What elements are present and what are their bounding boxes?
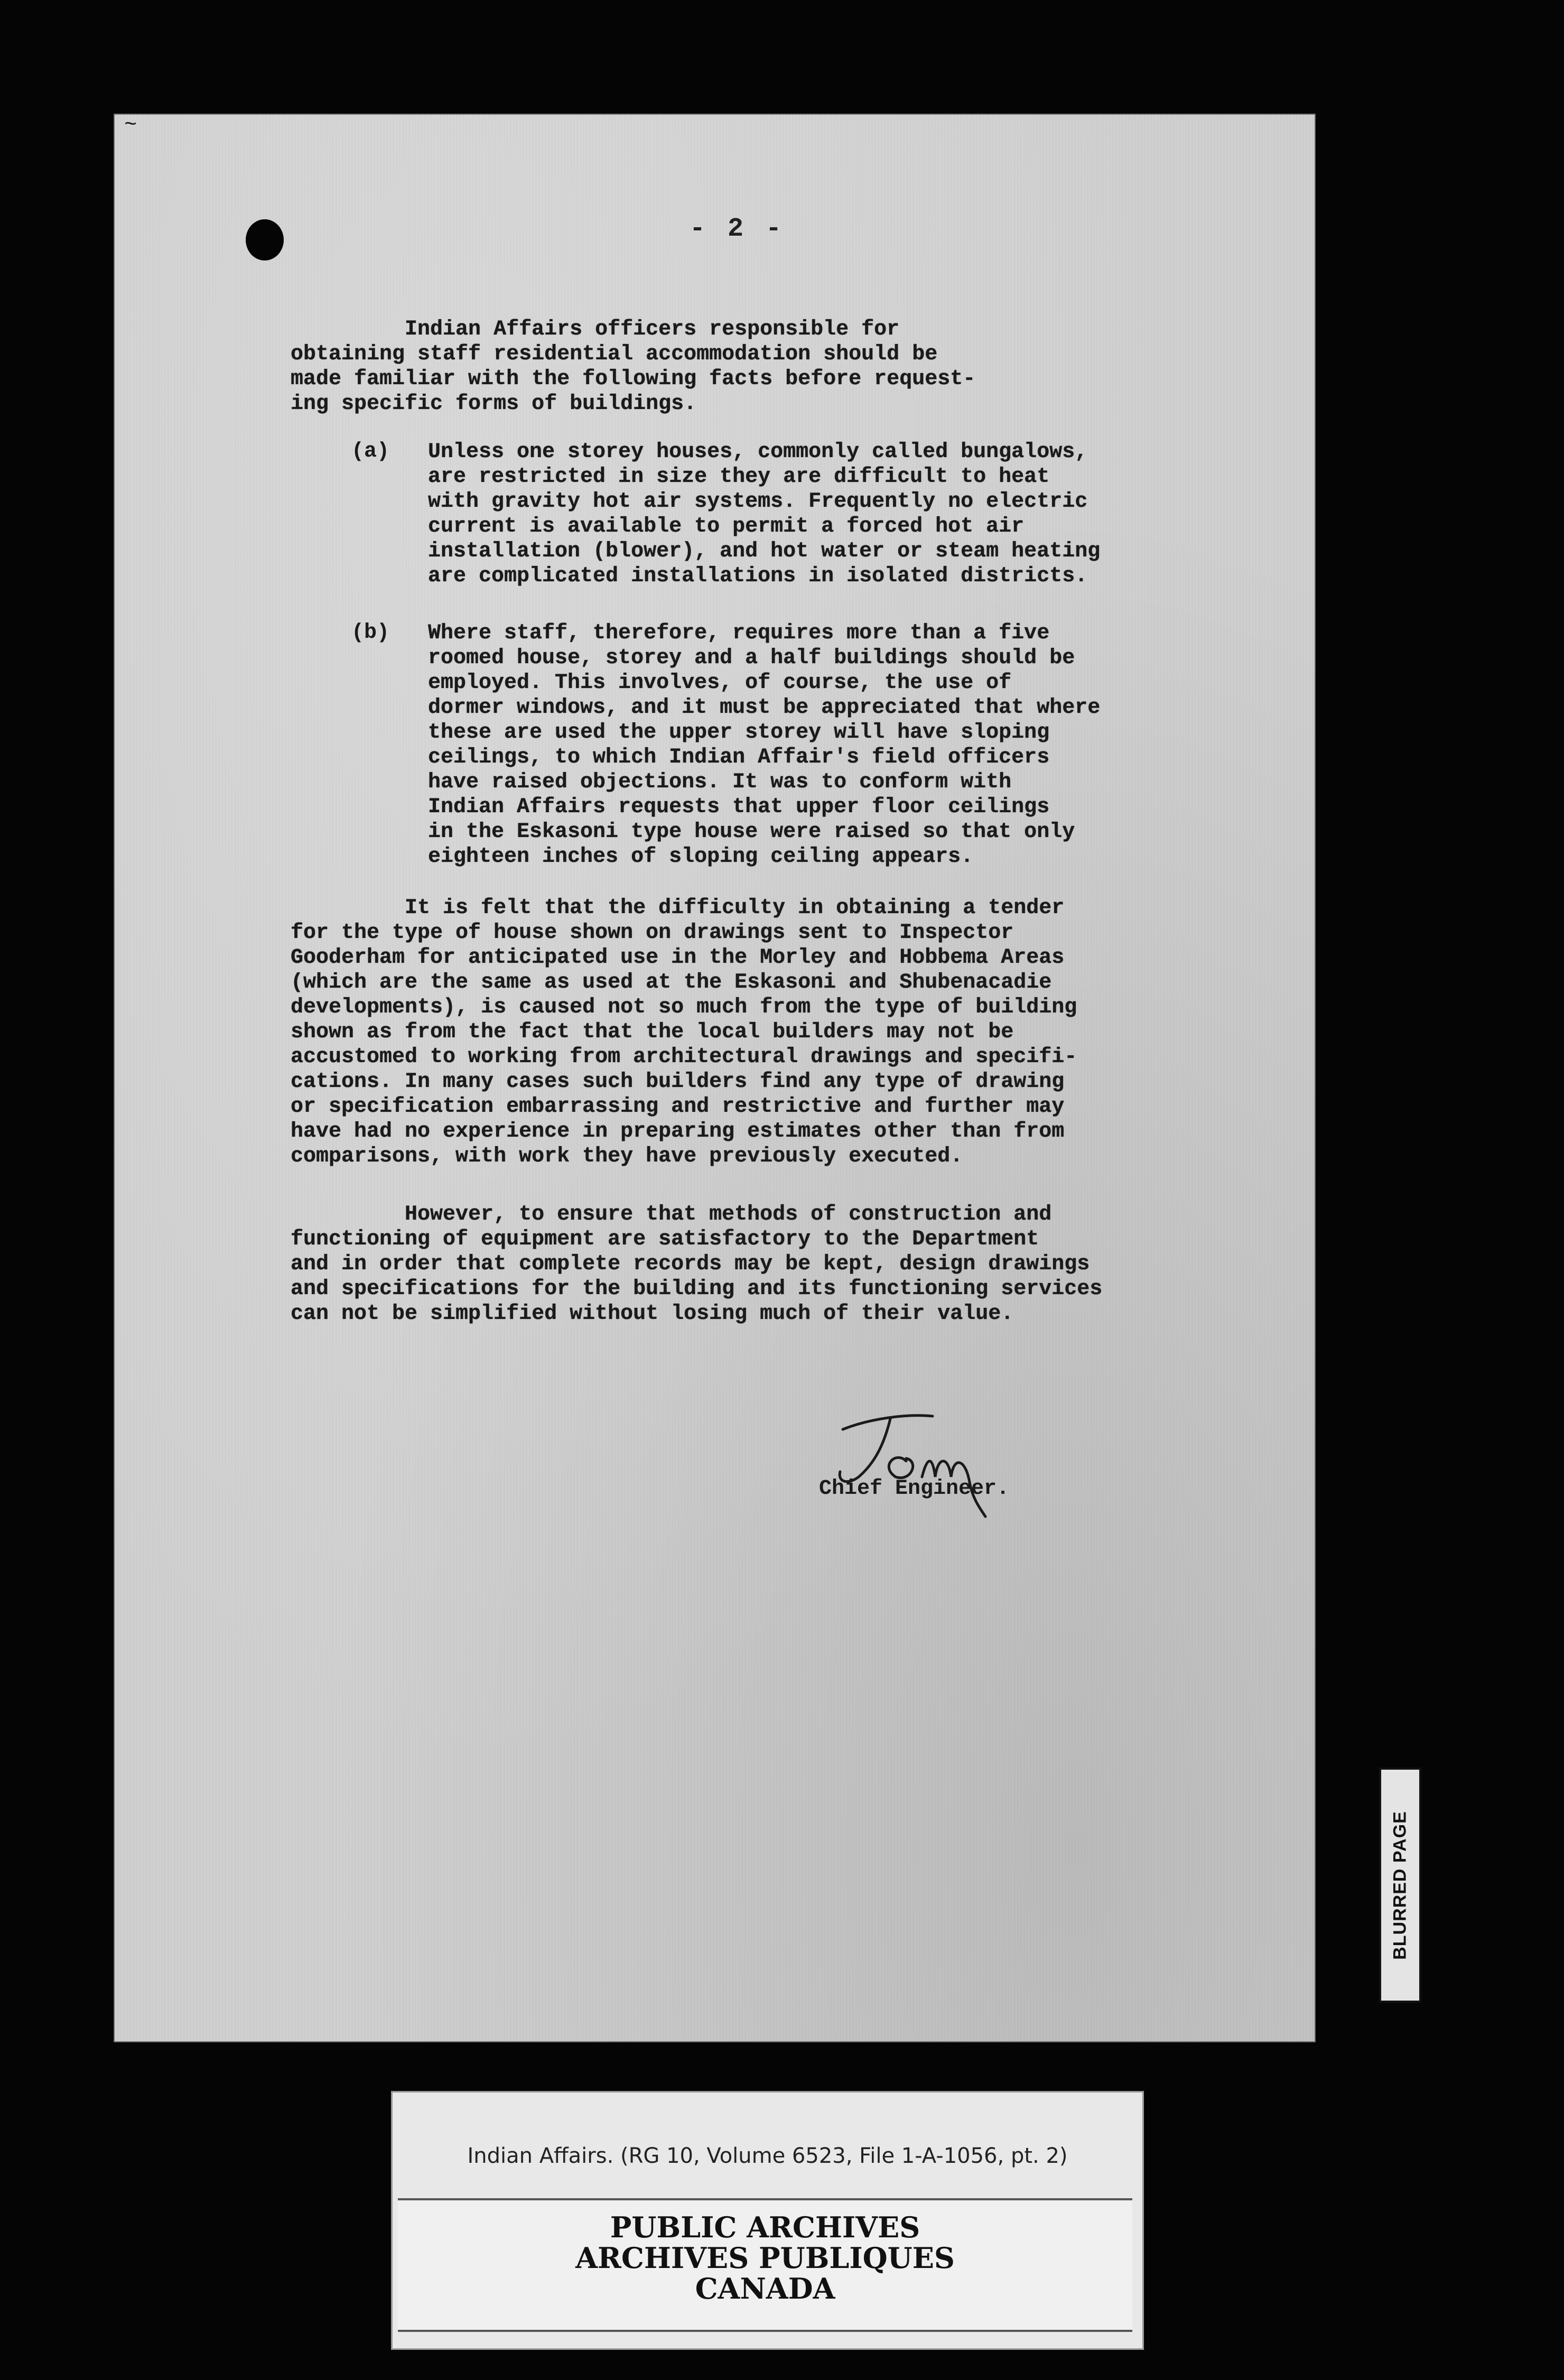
intro-paragraph bbox=[291, 317, 975, 416]
item-a-line: with gravity hot air systems. Frequently no electric bbox=[428, 490, 1088, 514]
para-2-line: or specification embarrassing and restrictive and further may bbox=[291, 1095, 1065, 1119]
paragraph-3 bbox=[291, 1202, 1102, 1326]
punch-hole bbox=[246, 219, 284, 261]
para-2-line: accustomed to working from architectural drawings and specifi- bbox=[291, 1045, 1077, 1069]
intro-line: made familiar with the following facts before request- bbox=[291, 367, 976, 391]
item-a-label: (a) bbox=[351, 440, 390, 463]
intro-line: obtaining staff residential accommodation should be bbox=[291, 342, 938, 366]
para-2-line: developments), is caused not so much from the type of building bbox=[291, 996, 1077, 1019]
blurred-page-text: BLURRED PAGE bbox=[1390, 1810, 1410, 1960]
item-b-line: these are used the upper storey will have sloping bbox=[428, 721, 1050, 745]
para-2-line: cations. In many cases such builders find any type of drawing bbox=[291, 1070, 1065, 1094]
stamp-line-country: CANADA bbox=[695, 2272, 835, 2305]
para-3-line: and in order that complete records may be kept, design drawings bbox=[291, 1252, 1090, 1276]
item-b-line: in the Eskasoni type house were raised so that only bbox=[428, 820, 1075, 844]
item-b-line: have raised objections. It was to conform with bbox=[428, 770, 1012, 794]
para-2-line: for the type of house shown on drawings sent to Inspector bbox=[291, 921, 1014, 945]
item-b-line: roomed house, storey and a half buildings should be bbox=[428, 646, 1075, 670]
para-3-line: and specifications for the building and its functioning services bbox=[291, 1277, 1103, 1301]
item-b-label: (b) bbox=[351, 621, 390, 645]
item-b-line: Indian Affairs requests that upper floor ceilings bbox=[428, 795, 1050, 819]
item-a-line: are complicated installations in isolated districts. bbox=[428, 564, 1088, 588]
item-b-line: eighteen inches of sloping ceiling appears. bbox=[428, 845, 974, 869]
item-a-line: installation (blower), and hot water or steam heating bbox=[428, 540, 1101, 563]
para-3-line: can not be simplified without losing much of their value. bbox=[291, 1302, 1014, 1326]
para-2-line: It is felt that the difficulty in obtaining a tender bbox=[291, 896, 1065, 920]
para-2-line: comparisons, with work they have previously executed. bbox=[291, 1145, 963, 1168]
para-2-line: (which are the same as used at the Eskasoni and Shubenacadie bbox=[291, 971, 1052, 994]
item-a-line: current is available to permit a forced hot air bbox=[428, 515, 1025, 538]
item-b-line: dormer windows, and it must be appreciated that where bbox=[428, 696, 1101, 720]
stamp-line-english: PUBLIC ARCHIVES bbox=[610, 2210, 920, 2244]
blurred-page-tag bbox=[1379, 1768, 1421, 2003]
stamp-line-french: ARCHIVES PUBLIQUES bbox=[575, 2241, 955, 2275]
archive-label bbox=[391, 2091, 1144, 2350]
para-3-line: functioning of equipment are satisfactory to the Department bbox=[291, 1228, 1039, 1251]
archive-stamp bbox=[398, 2198, 1132, 2332]
signatory-title: Chief Engineer. bbox=[819, 1477, 1010, 1501]
archive-reference: Indian Affairs. (RG 10, Volume 6523, File 1-A-1056, pt. 2) bbox=[467, 2144, 1068, 2168]
document-page bbox=[114, 114, 1316, 2042]
para-2-line: Gooderham for anticipated use in the Morley and Hobbema Areas bbox=[291, 946, 1065, 970]
para-2-line: shown as from the fact that the local builders may not be bbox=[291, 1020, 1014, 1044]
corner-mark: ~ bbox=[124, 114, 137, 137]
item-b-text bbox=[428, 621, 1100, 869]
intro-line: Indian Affairs officers responsible for bbox=[291, 318, 900, 341]
para-2-line: have had no experience in preparing estimates other than from bbox=[291, 1120, 1065, 1143]
paragraph-2 bbox=[291, 896, 1077, 1169]
handwritten-signature bbox=[827, 1398, 1012, 1524]
item-b-line: employed. This involves, of course, the use of bbox=[428, 671, 1012, 695]
page-number: - 2 - bbox=[690, 214, 785, 244]
item-b-line: ceilings, to which Indian Affair's field officers bbox=[428, 746, 1050, 769]
item-b-line: Where staff, therefore, requires more than a five bbox=[428, 621, 1050, 645]
para-3-line: However, to ensure that methods of construction and bbox=[291, 1203, 1052, 1226]
item-a-line: are restricted in size they are difficult to heat bbox=[428, 465, 1050, 489]
item-a-line: Unless one storey houses, commonly called bungalows, bbox=[428, 440, 1088, 464]
item-a-text bbox=[428, 440, 1100, 589]
intro-line: ing specific forms of buildings. bbox=[291, 392, 697, 416]
